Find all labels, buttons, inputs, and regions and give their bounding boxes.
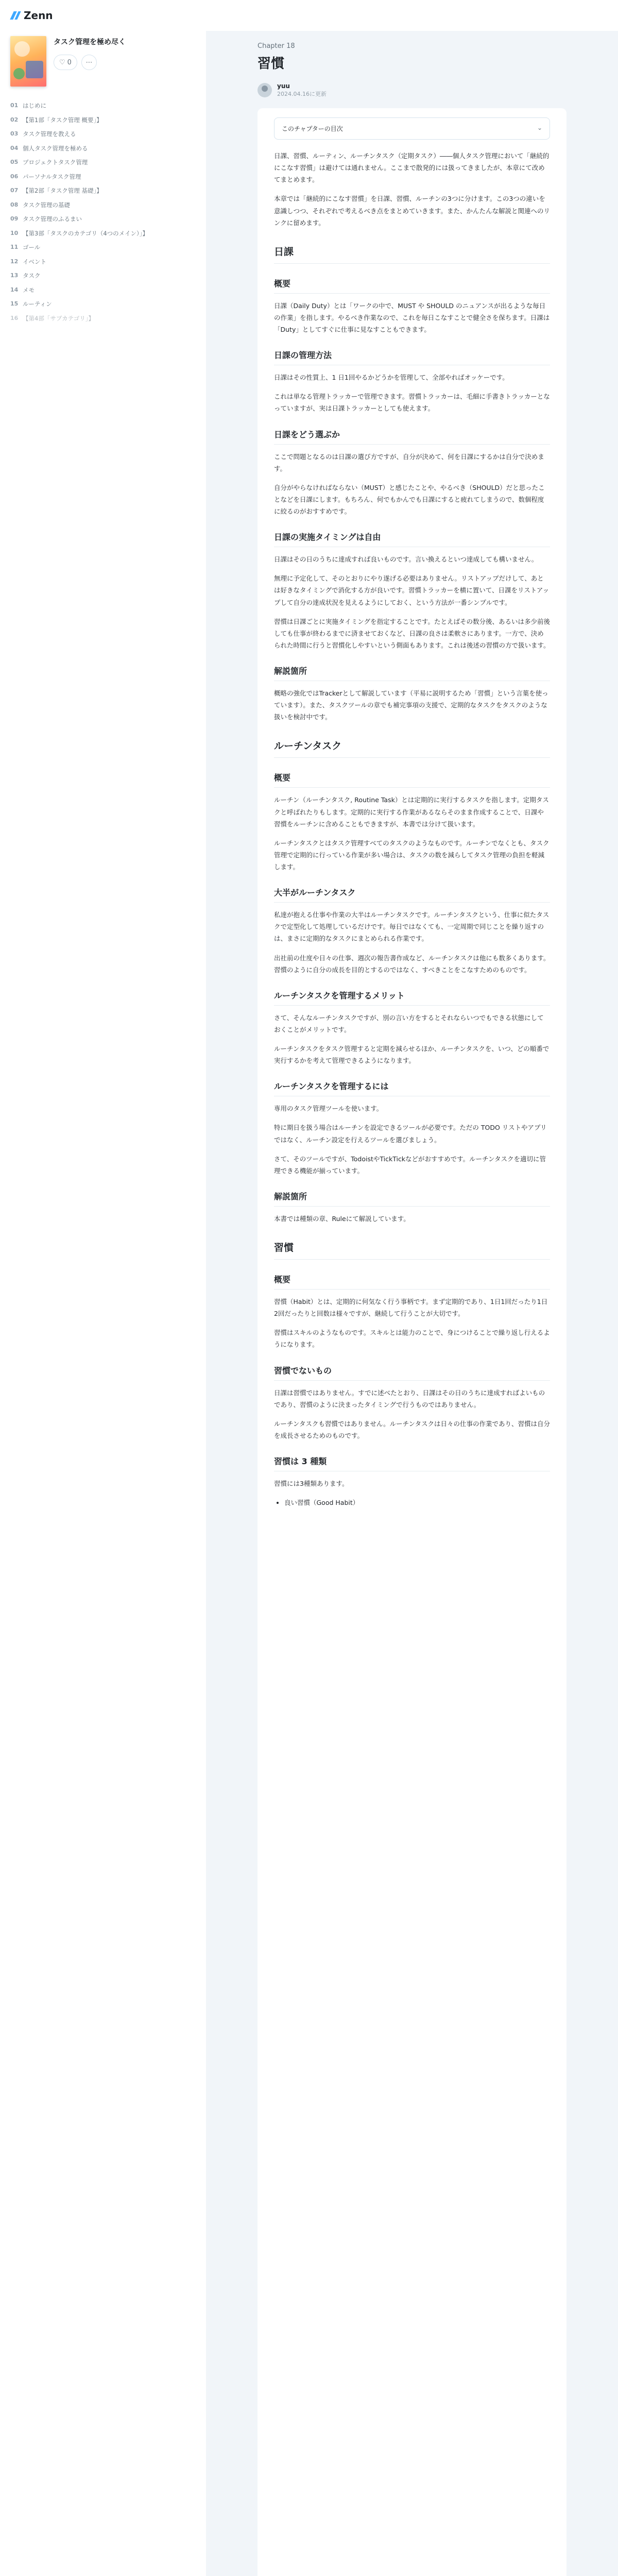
- subsection-heading: 解説箇所: [274, 665, 550, 681]
- more-icon: ⋯: [85, 58, 93, 66]
- paragraph: 私達が抱える仕事や作業の大半はルーチンタスクです。ルーチンタスクという、仕事に似たタスクで定型化して処理しているだけです。毎日ではなくても、一定周期で同じことを繰り返すのは、まさに定期的なタスクにまとめられる作業です。: [274, 911, 550, 943]
- paragraph: 習慣は日課ごとに実施タイミングを指定することです。たとえばその数分後、あるいは多少前後しても仕事が終わるまでに済ませておくなど、日課の良さは柔軟さにあります。一方で、決められた時間に行うと習慣化しやすいという側面もあります。これは後述の習慣の方で扱います。: [274, 617, 551, 649]
- updated-date: 2024.04.16に更新: [277, 91, 327, 97]
- chapter-label: Chapter 18: [258, 42, 295, 50]
- article-body: [258, 108, 566, 2576]
- sidebar-chapter-item[interactable]: [10, 297, 196, 312]
- chapter-number: 09: [10, 215, 19, 223]
- sidebar-chapter-item[interactable]: [10, 142, 196, 156]
- sidebar-chapter-item[interactable]: [10, 269, 196, 283]
- paragraph: 概略の強化ではTrackerとして解説しています（平易に説明するため「習慣」という言葉を使っています）。また、タスクツールの章でも補完事項の支援で、定期的なタスクをタスクのような扱いを検討中です。: [274, 689, 548, 721]
- paragraph: 出社前の仕度や日々の仕事、週次の報告書作成など、ルーチンタスクは他にも数多くあります。習慣のように自分の成長を目的とするのではなく、すべきことをこなすためのものです。: [274, 954, 550, 974]
- sidebar-chapter-item[interactable]: [10, 212, 196, 227]
- heart-icon: ♡: [59, 58, 65, 66]
- paragraph: 日課はその日のうちに達成すれば良いものです。言い換えるといつ達成しても構いません。: [274, 555, 538, 564]
- habit-type-list: [284, 1497, 550, 1509]
- sidebar-chapter-item[interactable]: [10, 198, 196, 213]
- chapter-number: 11: [10, 244, 19, 251]
- book-title[interactable]: タスク管理を極め尽く: [54, 38, 126, 46]
- chapter-title-link: タスク: [23, 272, 41, 280]
- paragraph: 自分がやらなければならない（MUST）と感じたことや、やるべき（SHOULD）だと思ったことなどを日課にします。もちろん、何でもかんでも日課にすると疲れてしまうので、数個程度に絞るのがおすすめです。: [274, 483, 545, 515]
- chapter-number: 15: [10, 300, 19, 308]
- like-button[interactable]: [54, 55, 77, 70]
- subsection-heading: 概要: [274, 771, 550, 788]
- subsection-heading: ルーチンタスクを管理するメリット: [274, 989, 550, 1006]
- chapter-title-link: ルーティン: [23, 300, 52, 308]
- sidebar-chapter-item[interactable]: [10, 127, 196, 142]
- subsection-heading: 日課の実施タイミングは自由: [274, 531, 550, 547]
- chapter-title-link: はじめに: [23, 102, 46, 109]
- chapter-title-link: 【第2部「タスク管理 基礎」】: [23, 187, 102, 195]
- paragraph: ここで問題となるのは日課の選び方ですが、自分が決めて、何を日課にするかは自分で決めます。: [274, 452, 544, 472]
- chapter-number: 06: [10, 173, 19, 180]
- paragraph: ルーチンタスクも習慣ではありません。ルーチンタスクは日々の仕事の作業であり、習慣は自分を成長させるためのものです。: [274, 1419, 551, 1439]
- chapter-number: 14: [10, 286, 19, 293]
- chapter-title-link: タスク管理を教える: [23, 130, 76, 138]
- sidebar-chapter-item[interactable]: [10, 156, 196, 170]
- sidebar-chapter-item[interactable]: [10, 241, 196, 255]
- chapter-number: 04: [10, 144, 19, 151]
- chevron-down-icon: ⌄: [537, 124, 542, 131]
- sidebar-chapter-item[interactable]: [10, 283, 196, 298]
- zenn-logo-icon: [10, 10, 21, 21]
- chapter-title-link: 個人タスク管理を極める: [23, 144, 88, 152]
- subsection-heading: 解説箇所: [274, 1190, 550, 1207]
- paragraph: 本書では種類の章、Ruleにて解説しています。: [274, 1214, 410, 1223]
- subsection-heading: ルーチンタスクを管理するには: [274, 1080, 550, 1096]
- chapter-title-link: イベント: [23, 258, 46, 265]
- chapter-title-link: タスク管理の基礎: [23, 201, 70, 209]
- sidebar: [0, 31, 206, 2576]
- chapter-title: 習慣: [258, 56, 285, 72]
- paragraph: これは単なる管理トラッカーで管理できます。習慣トラッカーは、毛細に手書きトラッカーとなっていますが、実は日課トラッカーとしても使えます。: [274, 393, 550, 413]
- author-name[interactable]: yuu: [277, 82, 290, 90]
- chapter-number: 16: [10, 314, 19, 321]
- chapter-title-link: 【第3部「タスクのカテゴリ（4つのメイン）」】: [23, 229, 148, 237]
- paragraph: 本章では「継続的にこなす習慣」を日課、習慣、ルーチンの3つに分けます。この3つの違いを意識しつつ、それぞれで考えるべき点をまとめていきます。また、かんたんな解説と関連へのリンクに留めます。: [274, 195, 551, 227]
- chapter-title-link: 【第1部「タスク管理 概要」】: [23, 116, 102, 124]
- sidebar-chapter-item[interactable]: [10, 170, 196, 184]
- book-card: [10, 36, 196, 87]
- paragraph: 習慣（Habit）とは、定期的に何気なく行う事柄です。まず定期的であり、1日1回だったり1日2回だったりと回数は様々ですが、継続して行うことが大切です。: [274, 1298, 548, 1318]
- paragraph: さて、そんなルーチンタスクですが、別の言い方をするとそれならいつでもできる状態にしておくことがメリットです。: [274, 1013, 544, 1033]
- subsection-heading: 大半がルーチンタスク: [274, 886, 550, 903]
- chapter-number: 05: [10, 159, 19, 166]
- paragraph: 日課はその性質上、1 日1回やるかどうかを管理して、全部やればオッケーです。: [274, 374, 509, 382]
- subsection-heading: 日課の管理方法: [274, 349, 550, 365]
- chapter-number: 07: [10, 187, 19, 194]
- paragraph: 専用のタスク管理ツールを使います。: [274, 1105, 383, 1113]
- chapter-number: 13: [10, 272, 19, 279]
- sidebar-chapter-item[interactable]: [10, 113, 196, 128]
- subsection-heading: 日課をどう選ぶか: [274, 428, 550, 445]
- chapter-list: [10, 99, 196, 326]
- main-content: [206, 31, 618, 2576]
- chapter-number: 01: [10, 102, 19, 109]
- paragraph: ルーチンタスクをタスク管理すると定期を減らせるほか、ルーチンタスクを、いつ、どの順番で実行するかを考えて管理できるようになります。: [274, 1045, 550, 1065]
- paragraph: 日課、習慣、ルーティン、ルーチンタスク（定期タスク）――個人タスク管理において「継続的にこなす習慣」は避けては通れません。ここまで散発的には扱ってきましたが、本章にて改めてまとめます。: [274, 152, 550, 184]
- like-count: 0: [67, 58, 72, 66]
- sidebar-chapter-item[interactable]: [10, 312, 196, 326]
- chapter-number: 08: [10, 201, 19, 208]
- subsection-heading: 習慣は 3 種類: [274, 1455, 550, 1471]
- chapter-number: 02: [10, 116, 19, 123]
- sidebar-chapter-item[interactable]: [10, 255, 196, 269]
- paragraph: 特に期日を扱う場合はルーチンを設定できるツールが必要です。ただの TODO リストやアプリではなく、ルーチン設定を行えるツールを選びましょう。: [274, 1124, 547, 1144]
- subsection-heading: 習慣でないもの: [274, 1364, 550, 1381]
- chapter-number: 10: [10, 229, 19, 236]
- chapter-title-link: パーソナルタスク管理: [23, 173, 81, 180]
- paragraph: ルーチン（ルーチンタスク, Routine Task）とは定期的に実行するタスクを指します。定期タスクと呼ばれたりもします。定期的に実行する作業があるならそのまま作成することで、日課や習慣をルーチンに含めることもできますが、本書では分けて扱います。: [274, 796, 549, 828]
- author-info[interactable]: [258, 82, 566, 98]
- chapter-title-link: 【第4部「サブカテゴリ」】: [23, 314, 94, 322]
- chapter-title-link: メモ: [23, 286, 35, 294]
- sidebar-chapter-item[interactable]: [10, 227, 196, 241]
- paragraph: ルーチンタスクとはタスク管理すべてのタスクのようなものです。ルーチンでなくとも、タスク管理で定期的に行っている作業が多い場合は、タスクの数を減らしてタスク管理の負担を軽減します。: [274, 839, 550, 871]
- sidebar-chapter-item[interactable]: [10, 184, 196, 198]
- logo-text: Zenn: [24, 9, 53, 22]
- list-item: • 良い習慣（Good Habit）: [284, 1497, 550, 1509]
- top-bar: [0, 0, 618, 31]
- book-cover-image[interactable]: [10, 36, 46, 87]
- paragraph: さて、そのツールですが、TodoistやTickTickなどがおすすめです。ルーチンタスクを適切に管理できる機能が揃っています。: [274, 1155, 546, 1175]
- section-heading: 習慣: [274, 1240, 550, 1260]
- chapter-title-link: ゴール: [23, 244, 41, 251]
- avatar[interactable]: [258, 83, 272, 97]
- paragraph: 習慣はスキルのようなものです。スキルとは能力のことで、身につけることで繰り返し行えるようになります。: [274, 1329, 550, 1349]
- paragraph: 習慣には3種類あります。: [274, 1480, 349, 1487]
- chapter-title-link: プロジェクトタスク管理: [23, 159, 88, 166]
- paragraph: 無理に予定化して、そのとおりにやり遂げる必要はありません。リストアップだけして、あとは好きなタイミングで消化する方が良いです。習慣トラッカーを横に置いて、日課をリストアップして自分の達成状況を見えるようにしておく、という方法が一番シンプルです。: [274, 574, 550, 606]
- subsection-heading: 概要: [274, 277, 550, 294]
- section-heading: ルーチンタスク: [274, 738, 550, 758]
- toc-toggle-label: このチャプターの目次: [282, 125, 343, 132]
- more-options-button[interactable]: [81, 55, 97, 70]
- chapter-toc-toggle[interactable]: [274, 117, 550, 140]
- zenn-logo[interactable]: [10, 9, 53, 22]
- subsection-heading: 概要: [274, 1273, 550, 1290]
- paragraph: 日課は習慣ではありません。すでに述べたとおり、日課はその日のうちに達成すればよいものであり、習慣のように決まったタイミングで行うものではありません。: [274, 1388, 545, 1409]
- chapter-number: 12: [10, 258, 19, 265]
- sidebar-chapter-item[interactable]: [10, 99, 196, 113]
- paragraph: 日課（Daily Duty）とは「ワークの中で、MUST や SHOULD のニュアンスが出るような毎日の作業」を指します。やるべき作業なので、これを毎日こなすことで健全さを保ちます。日課は「Duty」としてすぐに仕事に見なすこともできます。: [274, 301, 550, 333]
- chapter-number: 03: [10, 130, 19, 138]
- section-heading: 日課: [274, 244, 550, 264]
- chapter-title-link: タスク管理のふるまい: [23, 215, 82, 223]
